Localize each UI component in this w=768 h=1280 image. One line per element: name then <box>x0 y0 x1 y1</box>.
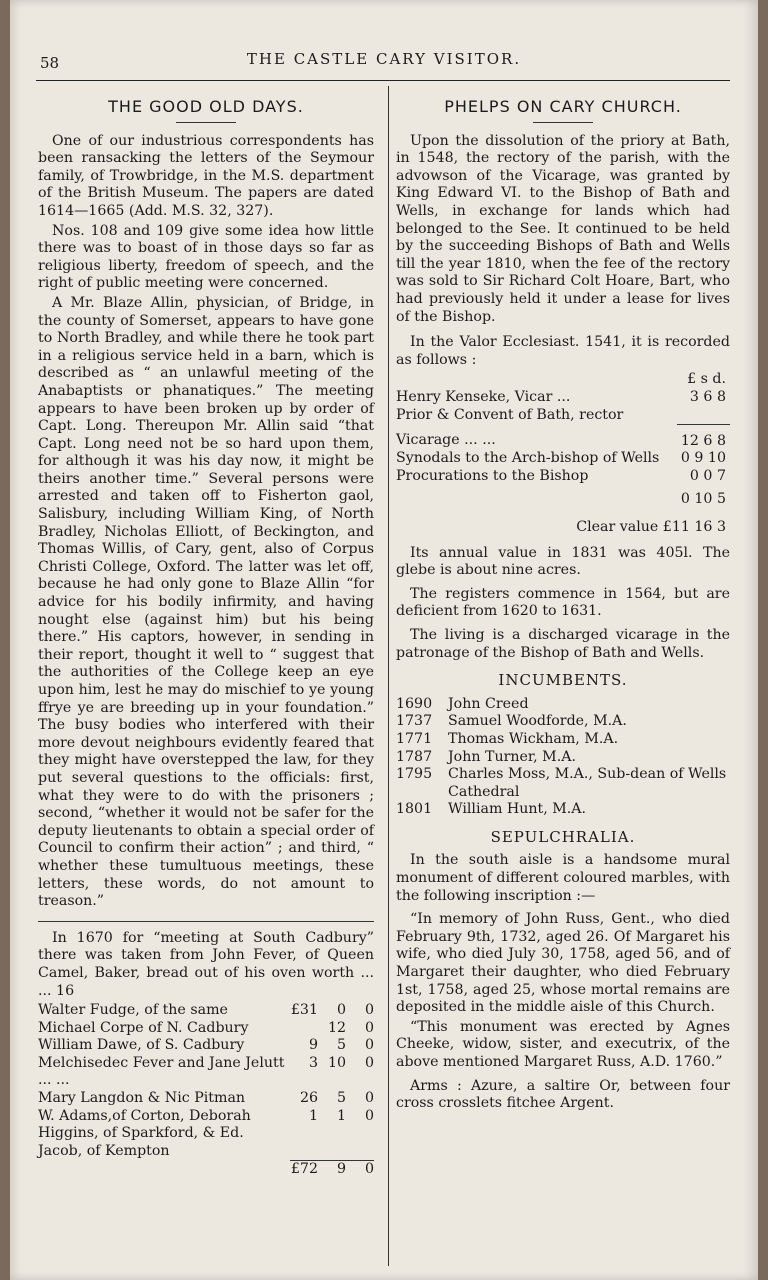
fines-table <box>38 1002 374 1179</box>
paragraph: “In memory of John Russ, Gent., who died February 9th, 1732, aged 26. Of Margaret his wife, who died July 30, 1758, aged 56, and of Margaret their daughter, who died February 1st, 1758, aged 25, whose mortal remains are deposited in the middle aisle of this Church. <box>396 911 730 1016</box>
incumbent-year: 1737 <box>396 713 433 730</box>
fine-pounds: 26 <box>299 1090 318 1107</box>
article-title-good-old-days: THE GOOD OLD DAYS. <box>108 97 304 116</box>
article-title-phelps: PHELPS ON CARY CHURCH. <box>444 97 682 116</box>
table-row <box>396 749 730 767</box>
fine-pounds: 1 <box>308 1107 318 1124</box>
fine-name: Melchisedec Fever and Jane Jelutt ... ... <box>38 1054 285 1089</box>
table-row <box>396 766 730 801</box>
fine-name: W. Adams,of Corton, Deborah Higgins, of Sparkford, & Ed. Jacob, of Kempton <box>38 1107 251 1159</box>
table-row <box>396 801 730 819</box>
vicarage-name: Vicarage ... ... <box>396 432 496 449</box>
fines-total-row <box>38 1161 374 1179</box>
valor-value <box>677 407 730 425</box>
paragraph: Its annual value in 1831 was 405l. The glebe is about nine acres. <box>396 544 730 579</box>
deduction-value: 0 0 7 <box>689 467 726 484</box>
incumbent-name: Thomas Wickham, M.A. <box>448 730 619 747</box>
incumbent-name: John Turner, M.A. <box>448 748 576 765</box>
fine-pounds: 9 <box>308 1037 318 1054</box>
table-row <box>396 450 730 468</box>
fine-name: William Dawe, of S. Cadbury <box>38 1037 245 1054</box>
title-rule <box>176 122 236 123</box>
table-row <box>396 424 730 450</box>
table-row <box>396 389 730 407</box>
fine-pence: 0 <box>364 1090 374 1107</box>
table-row <box>396 485 730 509</box>
deduction-name: Synodals to the Arch-bishop of Wells <box>396 450 660 467</box>
paragraph: The registers commence in 1564, but are deficient from 1620 to 1631. <box>396 585 730 620</box>
fine-pounds: £31 <box>290 1002 318 1019</box>
total-pence: 0 <box>346 1161 374 1179</box>
paragraph: Nos. 108 and 109 give some idea how little there was to boast of in those days so far as religious liberty, freedom of speech, and the right of public meeting were concerned. <box>38 222 374 292</box>
clear-value: Clear value £11 16 3 <box>576 518 726 535</box>
incumbent-year: 1795 <box>396 766 433 783</box>
left-column <box>38 92 374 1179</box>
fine-name: Michael Corpe of N. Cadbury <box>38 1019 249 1036</box>
column-divider <box>388 86 389 1266</box>
incumbents-table <box>396 696 730 819</box>
fine-pounds <box>290 1020 318 1038</box>
valor-name: Henry Kenseke, Vicar ... <box>396 388 571 405</box>
table-row <box>396 407 730 425</box>
paragraph: One of our industrious correspondents has been ransacking the letters of the Seymour family, of Trowbridge, in the M.S. department of the British Museum. The papers are dated 1614—1665 (Add. M.S. 32, 327). <box>38 132 374 219</box>
valor-value: 3 6 8 <box>689 388 726 405</box>
fine-shillings: 0 <box>336 1002 346 1019</box>
fine-pence: 0 <box>364 1107 374 1124</box>
title-rule <box>533 122 593 123</box>
fine-pence: 0 <box>364 1037 374 1054</box>
table-row <box>396 468 730 486</box>
total-pounds: £72 <box>290 1161 318 1178</box>
page <box>10 0 758 1280</box>
fine-shillings: 12 <box>327 1019 346 1036</box>
incumbent-year: 1801 <box>396 801 433 818</box>
paragraph: Arms : Azure, a saltire Or, between four cross crosslets fitchee Argent. <box>396 1077 730 1112</box>
incumbents-heading: INCUMBENTS. <box>498 671 628 690</box>
table-row <box>38 1055 374 1090</box>
lsd-heading: £ s d. <box>687 371 726 388</box>
fine-pence: 0 <box>364 1054 374 1071</box>
incumbent-name: Charles Moss, M.A., Sub-dean of Wells Cathedral <box>448 766 727 800</box>
valor-name: Prior & Convent of Bath, rector <box>396 406 624 423</box>
table-row <box>38 1037 374 1055</box>
table-row <box>38 1002 374 1020</box>
fine-shillings: 5 <box>336 1090 346 1107</box>
section-rule <box>38 921 374 922</box>
fine-pence: 0 <box>364 1019 374 1036</box>
sepulchralia-heading: SEPULCHRALIA. <box>490 827 636 846</box>
right-column <box>396 92 730 1115</box>
table-row <box>396 731 730 749</box>
total-shillings: 9 <box>318 1161 346 1179</box>
table-row <box>38 1090 374 1108</box>
incumbent-year: 1787 <box>396 748 433 765</box>
incumbent-year: 1771 <box>396 730 433 747</box>
page-number: 58 <box>40 54 60 72</box>
incumbent-name: William Hunt, M.A. <box>448 801 587 818</box>
incumbent-year: 1690 <box>396 695 433 712</box>
table-row <box>396 713 730 731</box>
paragraph: “This monument was erected by Agnes Cheeke, widow, sister, and executrix, of the above mentioned Margaret Russ, A.D. 1760.” <box>396 1018 730 1070</box>
fine-pence: 0 <box>364 1002 374 1019</box>
fine-name: Walter Fudge, of the same <box>38 1002 228 1019</box>
paragraph: In the Valor Ecclesiast. 1541, it is recorded as follows : <box>396 334 730 368</box>
fines-intro: In 1670 for “meeting at South Cadbury” there was taken from John Fever, of Queen Camel, Baker, bread out of his oven worth ... ... 16 <box>38 929 374 999</box>
fine-name: Mary Langdon & Nic Pitman <box>38 1090 246 1107</box>
deduction-name: Procurations to the Bishop <box>396 467 589 484</box>
table-row <box>396 696 730 714</box>
paragraph: A Mr. Blaze Allin, physician, of Bridge, in the county of Somerset, appears to have gone to North Bradley, and while there he took part in a religious service held in a barn, which is described as “ an unlawful meeting of the Anabaptists or phanatiques.” The meeting appears to have been broken up by order of Capt. Long. Thereupon Mr. Allin said “that Capt. Long need not be so hard upon them, for although it was his day now, it might be theirs another time.” Several persons were arrested and taken off to Fisherton gaol, Salisbury, including William King, of North Bradley, Nicholas Elliott, of Beckington, and Thomas Willis, of Cary, gent, also of Corpus Christi College, Oxford. The latter was let off, because he had only gone to Blaze Allin “for advice for his bodily infirmity, and having nought else (against him) but his being there.” His captors, however, in sending in their report, thought it well to “ suggest that the authorities of the College keep an eye upon him, lest he may do mischief to ye young ffrye ye are breeding up in your foundation.” The busy bodies who interfered with their more devout neighbours evidently feared that they might have overstepped the law, for they put several questions to the officials: first, what they were to do with the prisoners ; second, “whether it would not be safer for the deputy lieutenants to obtain a special order of Council to confirm their action” ; and third, “ whether these tumultuous meetings, these letters, these words, do not amount to treason.” <box>38 294 374 910</box>
deduction-value: 0 9 10 <box>680 450 726 467</box>
paragraph: Upon the dissolution of the priory at Bath, in 1548, the rectory of the parish, with the advowson of the Vicarage, was granted by King Edward VI. to the Bishop of Bath and Wells, in exchange for lands which had belonged to the See. It continued to be held by the succeeding Bishops of Bath and Wells till the year 1810, when the fee of the rectory was sold to Sir Richard Colt Hoare, Bart, who had previously held it under a lease for lives of the Bishop. <box>396 132 730 325</box>
table-row <box>38 1020 374 1038</box>
fine-shillings: 5 <box>336 1037 346 1054</box>
vicarage-value: 12 6 8 <box>677 424 730 450</box>
paragraph: In the south aisle is a handsome mural monument of different coloured marbles, with the following inscription :— <box>396 852 730 904</box>
fine-pounds: 3 <box>308 1054 318 1071</box>
incumbent-name: John Creed <box>448 695 529 712</box>
running-title: THE CASTLE CARY VISITOR. <box>246 50 522 68</box>
deduction-total: 0 10 5 <box>680 491 726 508</box>
incumbent-name: Samuel Woodforde, M.A. <box>448 713 627 730</box>
table-row <box>38 1108 374 1161</box>
fine-shillings: 10 <box>327 1054 346 1071</box>
paragraph: The living is a discharged vicarage in the patronage of the Bishop of Bath and Wells. <box>396 626 730 661</box>
header-rule <box>36 80 730 81</box>
valor-table <box>396 389 730 509</box>
fine-shillings: 1 <box>336 1107 346 1124</box>
